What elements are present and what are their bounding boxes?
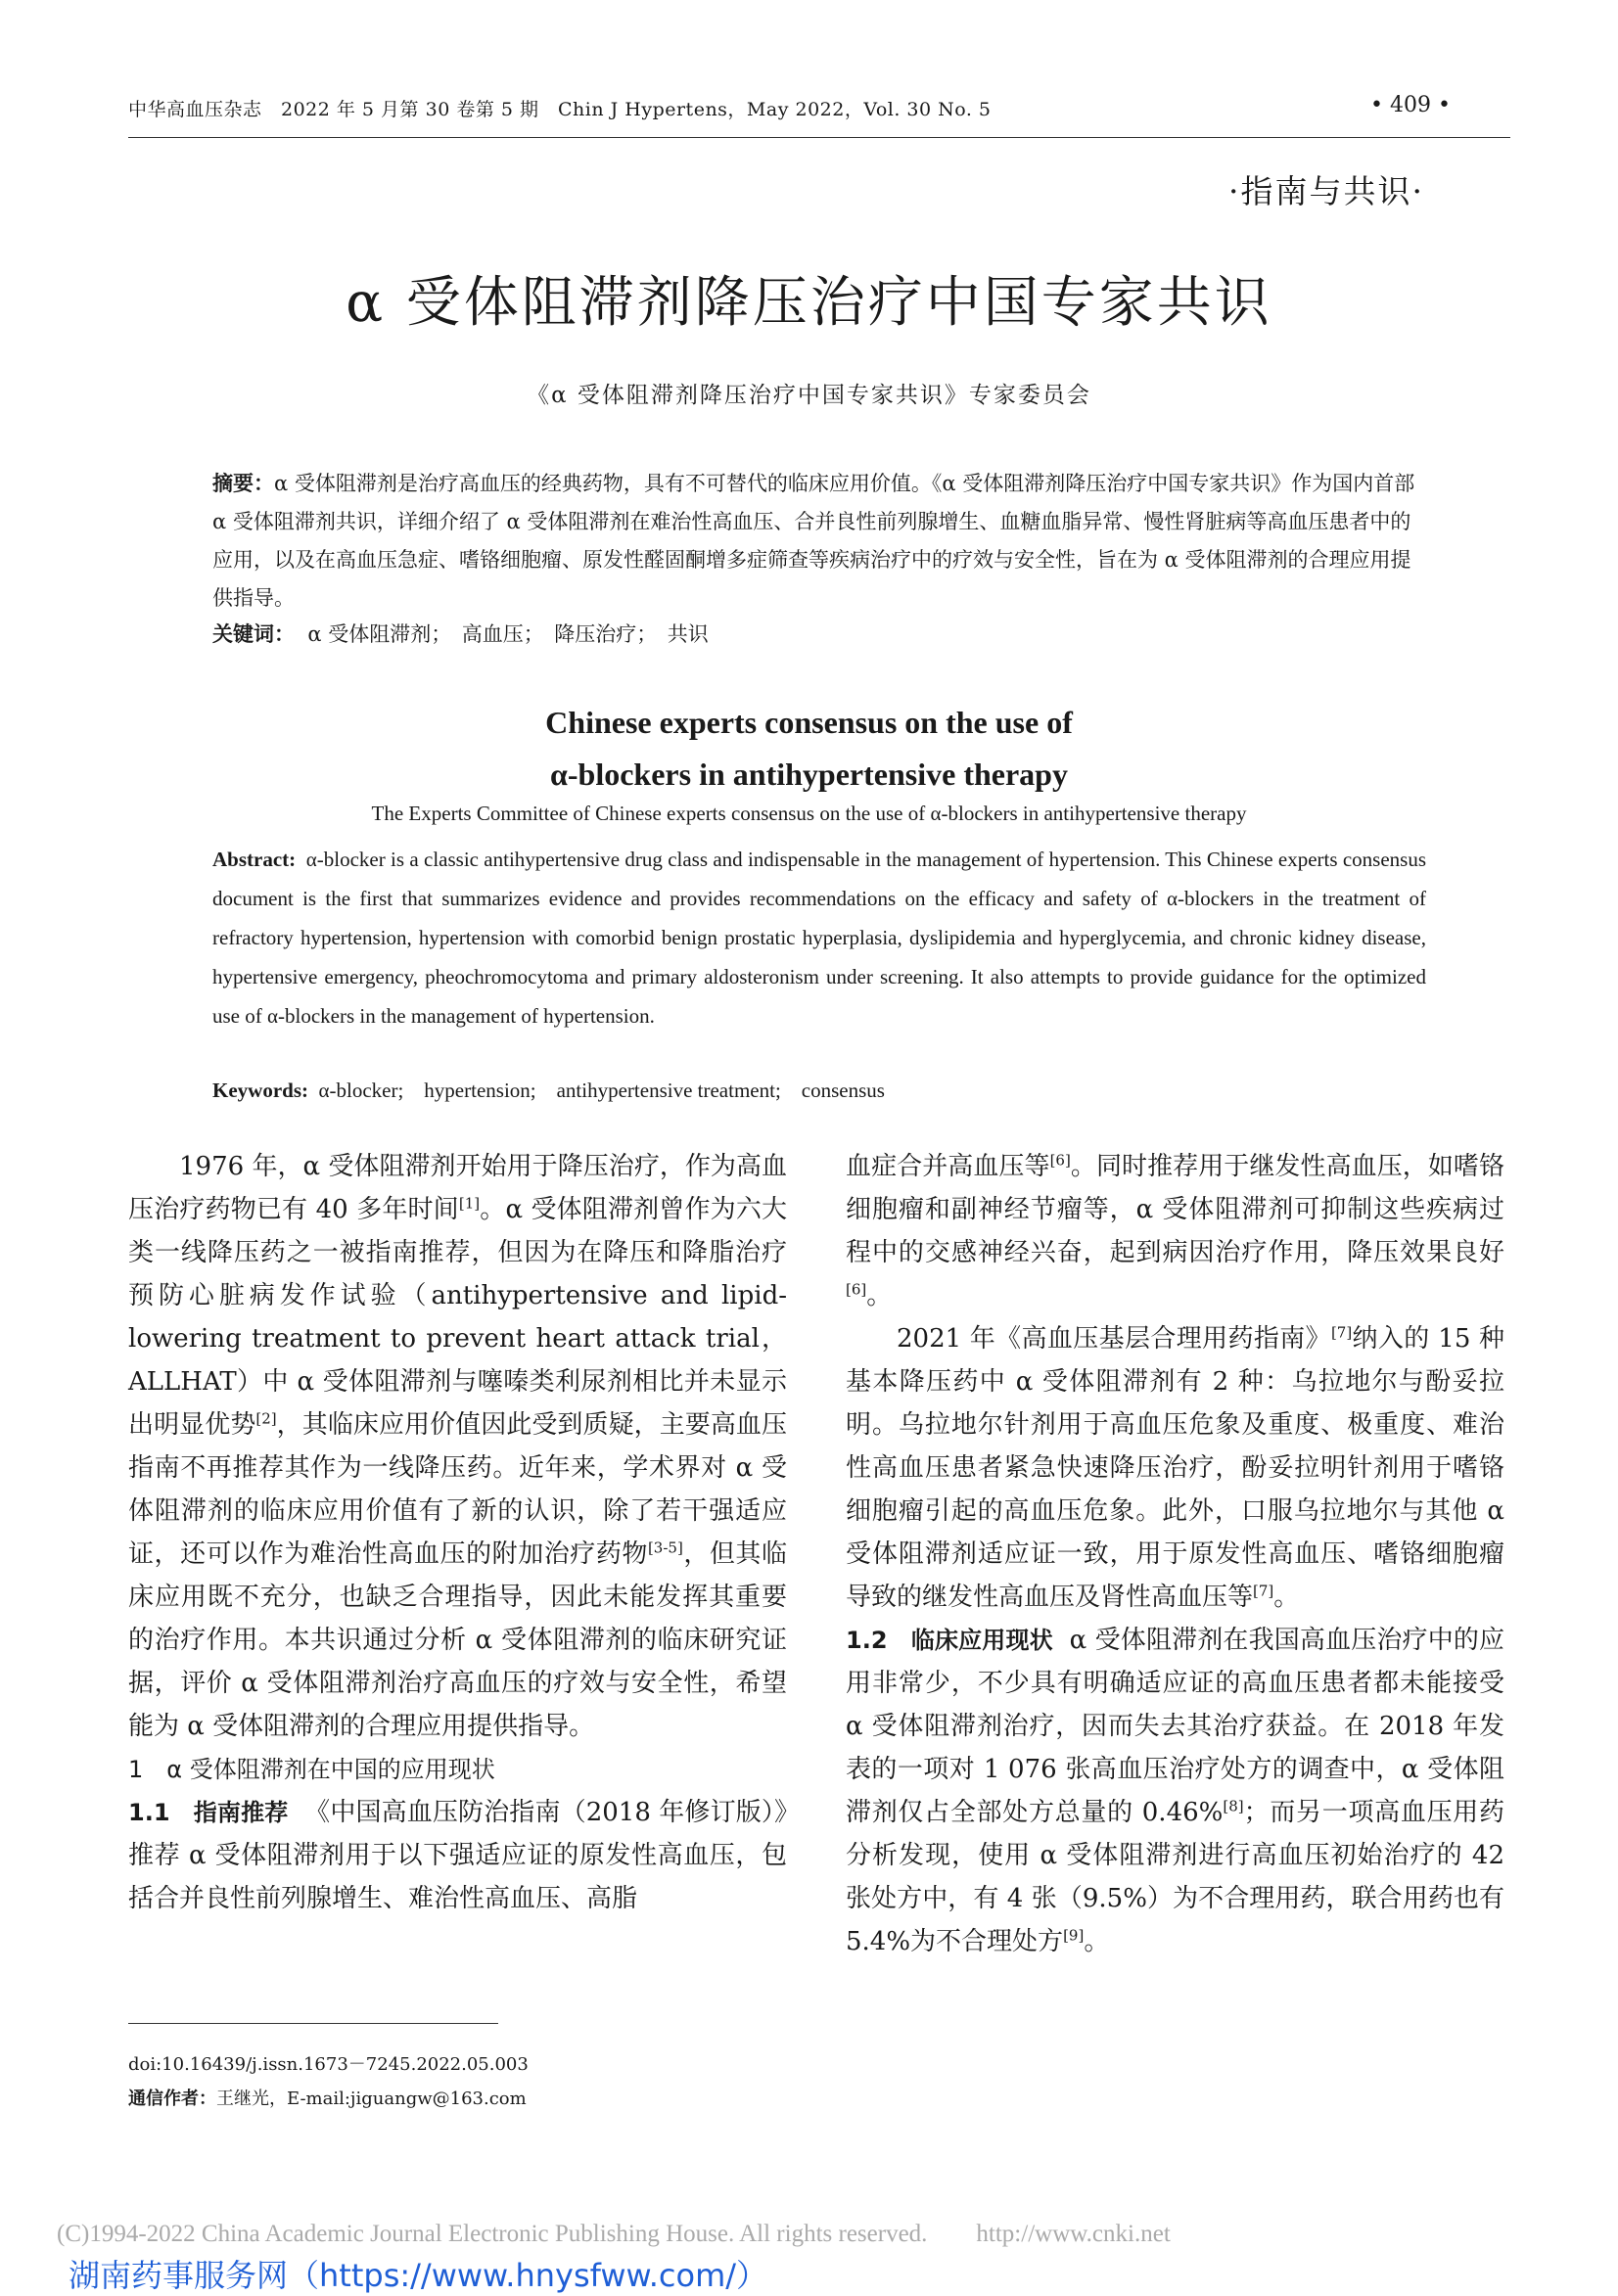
section-heading-1: 1 α 受体阻滞剂在中国的应用现状: [128, 1756, 495, 1783]
doi-link[interactable]: doi:10.16439/j.issn.1673－7245.2022.05.003: [128, 2054, 529, 2075]
footnote-divider: [128, 2023, 498, 2024]
title-en-line2: α-blockers in antihypertensive therapy: [550, 757, 1068, 792]
body-text: 。: [1273, 1583, 1300, 1612]
article-title-zh: α 受体阻滞剂降压治疗中国专家共识: [346, 271, 1272, 335]
author-zh: 《α 受体阻滞剂降压治疗中国专家共识》专家委员会: [527, 383, 1091, 408]
article-title-en: [0, 697, 1618, 801]
citation-link[interactable]: [7]: [1330, 1323, 1353, 1342]
citation-link[interactable]: [9]: [1063, 1926, 1085, 1945]
section-tag: ·指南与共识·: [1228, 172, 1424, 210]
abstract-en-label: Abstract:: [212, 848, 297, 871]
corresponding-author-label: 通信作者：: [128, 2089, 216, 2109]
author-en: The Experts Committee of Chinese experts consensus on the use of α-blockers in antihypertensive therapy: [371, 802, 1247, 825]
citation-link[interactable]: [2]: [255, 1409, 277, 1428]
keywords-zh-label: 关键词：: [212, 621, 295, 646]
corresponding-author: [128, 2085, 527, 2110]
running-head: 中华高血压杂志 2022 年 5 月第 30 卷第 5 期 Chin J Hypertens，May 2022，Vol. 30 No. 5: [128, 99, 992, 120]
body-text: 。α 受体阻滞剂曾作为六大类一线降压药之一被指南推荐，但因为在降压和降脂治疗预防心脏病发作试验（antihypertensive and lipid-lowering treatment to prevent heart attack trial，ALLHAT）中 α 受体阻滞剂与噻嗪类利尿剂相比并未显示出明显优势: [128, 1195, 787, 1440]
abstract-zh-text: α 受体阻滞剂是治疗高血压的经典药物，具有不可替代的临床应用价值。《α 受体阻滞剂降压治疗中国专家共识》作为国内首部 α 受体阻滞剂共识，详细介绍了 α 受体阻滞剂在难治性高血压、合并良性前列腺增生、血糖血脂异常、慢性肾脏病等高血压患者中的应用，以及在高血压急症、嗜铬细胞瘤、原发性醛固酮增多症筛查等疾病治疗中的疗效与安全性，旨在为 α 受体阻滞剂的合理应用提供指导。: [212, 472, 1415, 610]
body-column-left: [128, 1145, 787, 1920]
keywords-en-text: α-blocker; hypertension; antihypertensive treatment; consensus: [318, 1079, 885, 1102]
corresponding-author-text: 王继光，E-mail:jiguangw@163.com: [216, 2089, 527, 2109]
body-paragraph: [846, 1619, 1504, 1963]
abstract-en: [212, 840, 1426, 1035]
body-paragraph: [128, 1791, 787, 1920]
abstract-zh-label: 摘要：: [212, 471, 274, 495]
page-number: • 409 •: [1370, 93, 1451, 117]
body-paragraph: [846, 1145, 1504, 1317]
section-heading-1-1: 1.1 指南推荐: [128, 1799, 289, 1826]
abstract-en-text: α-blocker is a classic antihypertensive drug class and indispensable in the management of hypertension. This Chinese experts consensus document is the first that summarizes evidence and provides recommendations on the efficacy and safety of α-blockers in the treatment of refractory hypertension, hypertension with comorbid benign prostatic hyperplasia, dyslipidemia and hyperglycemia, and chronic kidney disease, hypertensive emergency, pheochromocytoma and primary aldosteronism under screening. It also attempts to provide guidance for the optimized use of α-blockers in the management of hypertension.: [212, 848, 1426, 1028]
body-text: ，但其临床应用既不充分，也缺乏合理指导，因此未能发挥其重要的治疗作用。本共识通过分析 α 受体阻滞剂的临床研究证据，评价 α 受体阻滞剂治疗高血压的疗效与安全性，希望能为 α 受体阻滞剂的合理应用提供指导。: [128, 1539, 787, 1741]
body-text: 。: [1084, 1927, 1110, 1956]
body-paragraph: [846, 1317, 1504, 1619]
keywords-zh: [212, 619, 1426, 648]
citation-link[interactable]: [1]: [458, 1194, 481, 1213]
body-text: 《中国高血压防治指南（2018 年修订版）》推荐 α 受体阻滞剂用于以下强适应证的原发性高血压，包括合并良性前列腺增生、难治性高血压、高脂: [128, 1798, 787, 1913]
body-text: α 受体阻滞剂在我国高血压治疗中的应用非常少，不少具有明确适应证的高血压患者都未能接受 α 受体阻滞剂治疗，因而失去其治疗获益。在 2018 年发表的一项对 1 076 张高血压治疗处方的调查中，α 受体阻滞剂仅占全部处方总量的 0.46%: [846, 1626, 1505, 1827]
header-divider: [128, 137, 1510, 138]
body-text: ；而另一项高血压用药分析发现，使用 α 受体阻滞剂进行高血压初始治疗的 42 张处方中，有 4 张（9.5%）为不合理用药，联合用药也有 5.4%为不合理处方: [846, 1798, 1504, 1956]
section-heading-1-2: 1.2 临床应用现状: [846, 1627, 1053, 1654]
citation-link[interactable]: [6]: [1049, 1151, 1071, 1170]
body-paragraph: [128, 1145, 787, 1748]
body-column-right: [846, 1145, 1504, 1963]
body-text: 1976 年，α 受体阻滞剂开始用于降压治疗，作为高血压治疗药物已有 40 多年时间: [128, 1152, 787, 1224]
keywords-en-label: Keywords:: [212, 1079, 308, 1102]
citation-link[interactable]: [3-5]: [647, 1538, 683, 1557]
body-text: 血症合并高血压等: [846, 1152, 1050, 1181]
keywords-zh-text: α 受体阻滞剂； 高血压； 降压治疗； 共识: [307, 622, 709, 646]
title-en-line1: Chinese experts consensus on the use of: [545, 705, 1073, 740]
body-text: 2021 年《高血压基层合理用药指南》: [897, 1324, 1331, 1354]
source-watermark-link[interactable]: 湖南药事服务网（https://www.hnysfww.com/）: [69, 2257, 768, 2294]
citation-link[interactable]: [8]: [1223, 1797, 1244, 1815]
citation-link[interactable]: [7]: [1253, 1582, 1274, 1600]
citation-link[interactable]: [6]: [846, 1280, 867, 1299]
abstract-zh: [212, 464, 1426, 618]
body-text: 。同时推荐用于继发性高血压，如嗜铬细胞瘤和副神经节瘤等，α 受体阻滞剂可抑制这些疾病过程中的交感神经兴奋，起到病因治疗作用，降压效果良好: [846, 1152, 1504, 1267]
keywords-en: [212, 1075, 1426, 1104]
body-text: 纳入的 15 种基本降压药中 α 受体阻滞剂有 2 种：乌拉地尔与酚妥拉明。乌拉地尔针剂用于高血压危象及重度、极重度、难治性高血压患者紧急快速降压治疗，酚妥拉明针剂用于嗜铬细胞瘤引起的高血压危象。此外，口服乌拉地尔与其他 α 受体阻滞剂适应证一致，用于原发性高血压、嗜铬细胞瘤导致的继发性高血压及肾性高血压等: [846, 1324, 1504, 1612]
copyright-notice: (C)1994-2022 China Academic Journal Electronic Publishing House. All rights reserved. http://www.cnki.net: [57, 2221, 1171, 2247]
body-text: ，其临床应用价值因此受到质疑，主要高血压指南不再推荐其作为一线降压药。近年来，学术界对 α 受体阻滞剂的临床应用价值有了新的认识，除了若干强适应证，还可以作为难治性高血压的附加治疗药物: [128, 1410, 787, 1569]
body-text: 。: [866, 1281, 893, 1310]
